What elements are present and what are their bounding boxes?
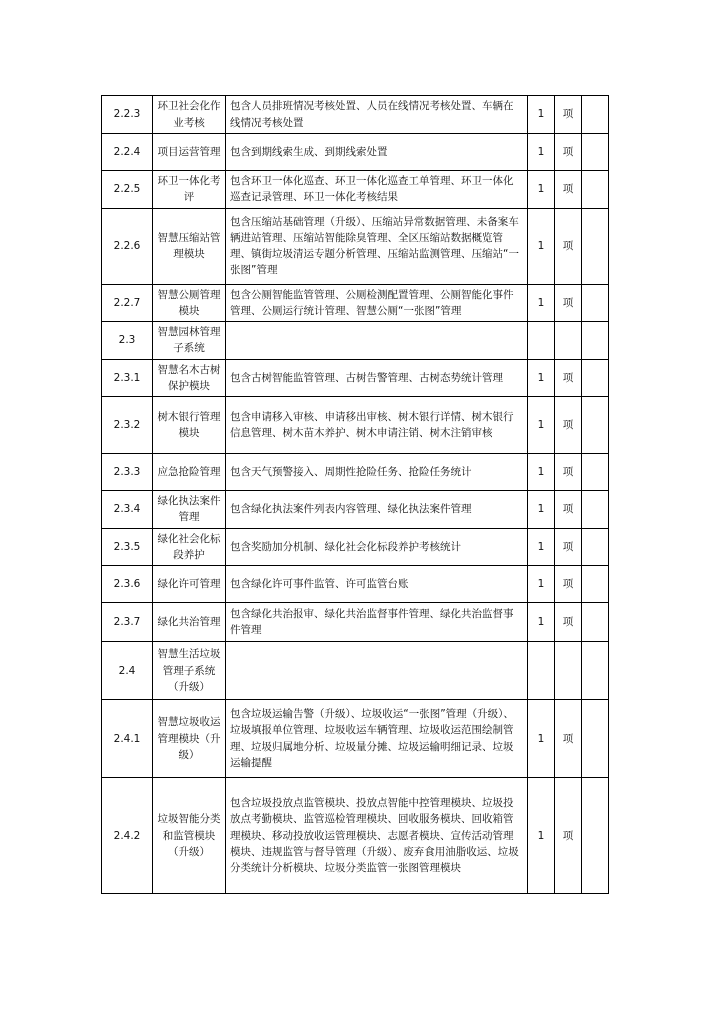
item-unit-cell: 项 [555, 134, 582, 171]
table-row [102, 208, 609, 284]
item-number-cell: 2.4 [102, 642, 153, 700]
item-description-cell: 包含公厕智能监管管理、公厕检测配置管理、公厕智能化事件管理、公厕运行统计管理、智慧公厕“一张图”管理 [226, 284, 528, 322]
item-quantity-cell: 1 [528, 171, 555, 209]
item-quantity-cell: 1 [528, 491, 555, 529]
item-name-cell: 智慧名木古树保护模块 [153, 359, 226, 397]
item-name-cell: 项目运营管理 [153, 134, 226, 171]
item-name-cell: 绿化共治管理 [153, 603, 226, 642]
item-extra-cell [582, 566, 609, 603]
item-number-cell: 2.3.1 [102, 359, 153, 397]
item-unit-cell: 项 [555, 208, 582, 284]
item-unit-cell: 项 [555, 491, 582, 529]
item-name-cell: 智慧垃圾收运管理模块（升级） [153, 700, 226, 778]
item-unit-cell: 项 [555, 700, 582, 778]
item-number-cell: 2.2.3 [102, 96, 153, 134]
item-description-cell: 包含古树智能监管管理、古树告警管理、古树态势统计管理 [226, 359, 528, 397]
item-number-cell: 2.2.4 [102, 134, 153, 171]
item-name-cell: 树木银行管理模块 [153, 397, 226, 454]
item-quantity-cell: 1 [528, 397, 555, 454]
item-number-cell: 2.3.4 [102, 491, 153, 529]
item-description-cell: 包含绿化执法案件列表内容管理、绿化执法案件管理 [226, 491, 528, 529]
table-row [102, 397, 609, 454]
item-description-cell: 包含申请移入审核、申请移出审核、树木银行详情、树木银行信息管理、树木苗木养护、树木申请注销、树木注销审核 [226, 397, 528, 454]
item-extra-cell [582, 491, 609, 529]
item-number-cell: 2.2.5 [102, 171, 153, 209]
table-row [102, 96, 609, 134]
item-name-cell: 应急抢险管理 [153, 454, 226, 491]
item-quantity-cell [528, 642, 555, 700]
table-row [102, 134, 609, 171]
item-description-cell [226, 642, 528, 700]
item-extra-cell [582, 603, 609, 642]
item-name-cell: 环卫社会化作业考核 [153, 96, 226, 134]
table-row [102, 359, 609, 397]
item-extra-cell [582, 134, 609, 171]
table-row [102, 322, 609, 360]
item-extra-cell [582, 359, 609, 397]
table-row [102, 284, 609, 322]
item-number-cell: 2.3.2 [102, 397, 153, 454]
item-unit-cell: 项 [555, 96, 582, 134]
spec-table [101, 95, 609, 894]
item-unit-cell: 项 [555, 603, 582, 642]
item-unit-cell: 项 [555, 778, 582, 894]
item-description-cell: 包含绿化共治报审、绿化共治监督事件管理、绿化共治监督事件管理 [226, 603, 528, 642]
item-quantity-cell: 1 [528, 284, 555, 322]
item-quantity-cell: 1 [528, 700, 555, 778]
item-quantity-cell: 1 [528, 603, 555, 642]
item-unit-cell [555, 322, 582, 360]
item-name-cell: 智慧压缩站管理模块 [153, 208, 226, 284]
item-name-cell: 绿化许可管理 [153, 566, 226, 603]
item-name-cell: 智慧公厕管理模块 [153, 284, 226, 322]
item-extra-cell [582, 397, 609, 454]
item-description-cell: 包含压缩站基础管理（升级）、压缩站异常数据管理、未备案车辆进站管理、压缩站智能除臭管理、全区压缩站数据概览管理、镇街垃圾清运专题分析管理、压缩站监测管理、压缩站“一张图”管理 [226, 208, 528, 284]
item-quantity-cell: 1 [528, 96, 555, 134]
item-quantity-cell: 1 [528, 528, 555, 566]
item-description-cell: 包含环卫一体化巡查、环卫一体化巡查工单管理、环卫一体化巡查记录管理、环卫一体化考核结果 [226, 171, 528, 209]
item-extra-cell [582, 528, 609, 566]
item-name-cell: 智慧园林管理子系统 [153, 322, 226, 360]
item-quantity-cell: 1 [528, 359, 555, 397]
item-description-cell: 包含垃圾投放点监管模块、投放点智能中控管理模块、垃圾投放点考勤模块、监管巡检管理模块、回收服务模块、回收箱管理模块、移动投放收运管理模块、志愿者模块、宣传活动管理模块、违规监管与督导管理（升级）、废弃食用油脂收运、垃圾分类统计分析模块、垃圾分类监管一张图管理模块 [226, 778, 528, 894]
item-number-cell: 2.3.3 [102, 454, 153, 491]
table-row [102, 642, 609, 700]
table-row [102, 700, 609, 778]
item-quantity-cell: 1 [528, 778, 555, 894]
item-extra-cell [582, 208, 609, 284]
item-name-cell: 垃圾智能分类和监管模块（升级） [153, 778, 226, 894]
item-name-cell: 智慧生活垃圾管理子系统（升级） [153, 642, 226, 700]
item-description-cell: 包含到期线索生成、到期线索处置 [226, 134, 528, 171]
item-name-cell: 环卫一体化考评 [153, 171, 226, 209]
item-extra-cell [582, 700, 609, 778]
item-description-cell: 包含绿化许可事件监管、许可监管台账 [226, 566, 528, 603]
item-number-cell: 2.4.1 [102, 700, 153, 778]
item-unit-cell: 项 [555, 528, 582, 566]
item-description-cell: 包含奖励加分机制、绿化社会化标段养护考核统计 [226, 528, 528, 566]
item-number-cell: 2.3.5 [102, 528, 153, 566]
item-unit-cell [555, 642, 582, 700]
item-unit-cell: 项 [555, 171, 582, 209]
item-number-cell: 2.4.2 [102, 778, 153, 894]
item-unit-cell: 项 [555, 397, 582, 454]
item-extra-cell [582, 284, 609, 322]
item-unit-cell: 项 [555, 359, 582, 397]
table-row [102, 454, 609, 491]
item-extra-cell [582, 642, 609, 700]
item-extra-cell [582, 322, 609, 360]
item-description-cell [226, 322, 528, 360]
item-description-cell: 包含天气预警接入、周期性抢险任务、抢险任务统计 [226, 454, 528, 491]
spec-table-body [102, 96, 609, 894]
item-name-cell: 绿化社会化标段养护 [153, 528, 226, 566]
table-row [102, 491, 609, 529]
item-quantity-cell [528, 322, 555, 360]
item-number-cell: 2.2.6 [102, 208, 153, 284]
item-unit-cell: 项 [555, 566, 582, 603]
item-description-cell: 包含垃圾运输告警（升级）、垃圾收运“一张图”管理（升级）、垃圾填报单位管理、垃圾收运车辆管理、垃圾收运范围绘制管理、垃圾归属地分析、垃圾量分摊、垃圾运输明细记录、垃圾运输提醒 [226, 700, 528, 778]
item-extra-cell [582, 454, 609, 491]
item-number-cell: 2.2.7 [102, 284, 153, 322]
table-row [102, 778, 609, 894]
item-name-cell: 绿化执法案件管理 [153, 491, 226, 529]
item-quantity-cell: 1 [528, 566, 555, 603]
item-description-cell: 包含人员排班情况考核处置、人员在线情况考核处置、车辆在线情况考核处置 [226, 96, 528, 134]
table-row [102, 603, 609, 642]
item-number-cell: 2.3.7 [102, 603, 153, 642]
item-number-cell: 2.3 [102, 322, 153, 360]
item-extra-cell [582, 96, 609, 134]
table-row [102, 171, 609, 209]
item-extra-cell [582, 171, 609, 209]
item-quantity-cell: 1 [528, 454, 555, 491]
table-row [102, 528, 609, 566]
item-extra-cell [582, 778, 609, 894]
item-quantity-cell: 1 [528, 208, 555, 284]
item-number-cell: 2.3.6 [102, 566, 153, 603]
item-unit-cell: 项 [555, 284, 582, 322]
item-quantity-cell: 1 [528, 134, 555, 171]
table-row [102, 566, 609, 603]
item-unit-cell: 项 [555, 454, 582, 491]
